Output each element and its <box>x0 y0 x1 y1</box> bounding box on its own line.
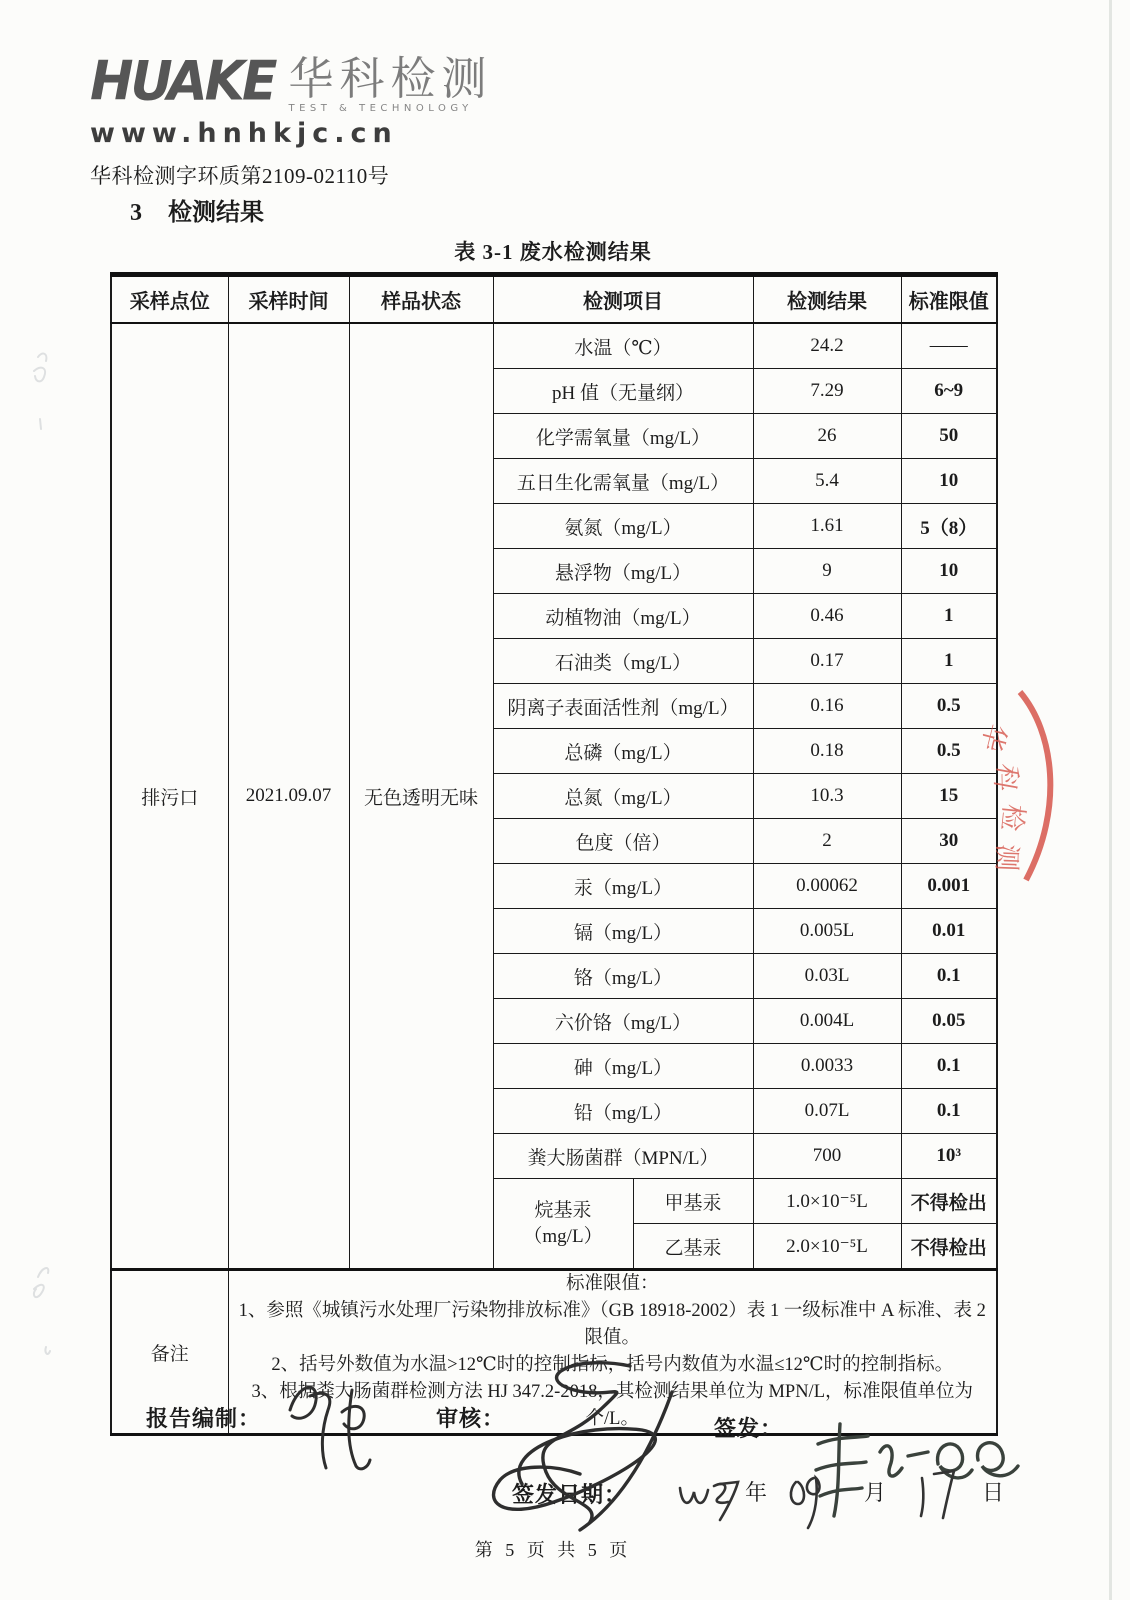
remark-label-cell: 备注 <box>111 1270 228 1435</box>
day-word: 日 <box>982 1480 1005 1505</box>
header-standard-limit: 标准限值 <box>901 275 997 324</box>
limit-cell: 不得检出 <box>901 1224 997 1270</box>
limit-cell: 1 <box>901 639 997 684</box>
reviewed-by-signature <box>462 1352 692 1542</box>
result-cell: 0.18 <box>753 729 901 774</box>
result-cell: 0.004L <box>753 999 901 1044</box>
limit-cell: 0.001 <box>901 864 997 909</box>
limit-cell: 0.05 <box>901 999 997 1044</box>
limit-cell: 10³ <box>901 1134 997 1179</box>
limit-cell: 50 <box>901 414 997 459</box>
remark-line: 3、根据粪大肠菌群检测方法 HJ 347.2-2018，其检测结果单位为 MPN/L，标准限值单位为个/L。 <box>251 1382 973 1429</box>
item-cell: 六价铬（mg/L） <box>493 999 753 1044</box>
section-number: 3 <box>130 200 142 226</box>
item-cell: 水温（℃） <box>493 323 753 369</box>
limit-cell: 不得检出 <box>901 1179 997 1224</box>
prepared-by-signature <box>272 1368 392 1488</box>
month-word: 月 <box>864 1480 887 1505</box>
limit-cell: 30 <box>901 819 997 864</box>
table-title: 表 3-1 废水检测结果 <box>454 240 652 264</box>
result-cell: 26 <box>753 414 901 459</box>
sub-item-cell: 乙基汞 <box>633 1224 753 1270</box>
result-cell: 0.03L <box>753 954 901 999</box>
remark-line: 1、参照《城镇污水处理厂污染物排放标准》（GB 18918-2002）表 1 一级标准中 A 标准、表 2 限值。 <box>238 1301 986 1348</box>
result-cell: 1.61 <box>753 504 901 549</box>
result-cell: 0.00062 <box>753 864 901 909</box>
result-cell: 7.29 <box>753 369 901 414</box>
item-cell: 总磷（mg/L） <box>493 729 753 774</box>
item-cell: 镉（mg/L） <box>493 909 753 954</box>
limit-cell: 0.1 <box>901 954 997 999</box>
item-cell: 悬浮物（mg/L） <box>493 549 753 594</box>
handwritten-month <box>782 1462 832 1534</box>
issued-by-label: 签发： <box>714 1416 784 1441</box>
official-seal-stamp <box>976 688 1130 884</box>
stamp-arc <box>1020 692 1050 880</box>
sampling-point-cell: 排污口 <box>111 323 228 1270</box>
item-cell: 氨氮（mg/L） <box>493 504 753 549</box>
group-item-cell <box>493 1179 633 1270</box>
remark-line: 2、括号外数值为水温>12℃时的控制指标，括号内数值为水温≤12℃时的控制指标。 <box>271 1355 954 1375</box>
item-cell: 铅（mg/L） <box>493 1089 753 1134</box>
wastewater-result-table <box>110 272 998 1436</box>
limit-cell: 15 <box>901 774 997 819</box>
limit-cell: 0.1 <box>901 1089 997 1134</box>
logo-wordmark: HUAKE <box>90 50 275 114</box>
result-cell: 0.16 <box>753 684 901 729</box>
limit-cell: 0.1 <box>901 1044 997 1089</box>
header-test-result: 检测结果 <box>753 275 901 324</box>
sample-state-cell: 无色透明无味 <box>349 323 493 1270</box>
result-cell: 0.07L <box>753 1089 901 1134</box>
result-cell: 10.3 <box>753 774 901 819</box>
item-cell: 动植物油（mg/L） <box>493 594 753 639</box>
header-test-item: 检测项目 <box>493 275 753 324</box>
limit-cell: 6~9 <box>901 369 997 414</box>
item-cell: 砷（mg/L） <box>493 1044 753 1089</box>
handwritten-year <box>672 1466 742 1526</box>
item-cell: 石油类（mg/L） <box>493 639 753 684</box>
section-heading <box>130 192 264 227</box>
item-cell: 总氮（mg/L） <box>493 774 753 819</box>
prepared-by-label: 报告编制： <box>146 1406 262 1431</box>
result-cell: 0.17 <box>753 639 901 684</box>
result-cell: 700 <box>753 1134 901 1179</box>
result-cell: 1.0×10⁻⁵L <box>753 1179 901 1224</box>
result-cell: 9 <box>753 549 901 594</box>
item-cell: 阴离子表面活性剂（mg/L） <box>493 684 753 729</box>
group-item-line1: 烷基汞 <box>534 1199 592 1221</box>
header-sample-state: 样品状态 <box>349 275 493 324</box>
item-cell: 汞（mg/L） <box>493 864 753 909</box>
limit-cell: —— <box>901 323 997 369</box>
stamp-char: 测 <box>991 843 1023 872</box>
limit-cell: 0.01 <box>901 909 997 954</box>
table-header-row <box>111 275 997 324</box>
group-item-line2: （mg/L） <box>523 1225 603 1247</box>
item-cell: pH 值（无量纲） <box>493 369 753 414</box>
stamp-char: 检 <box>996 802 1029 833</box>
item-cell: 化学需氧量（mg/L） <box>493 414 753 459</box>
reviewed-by-label: 审核： <box>436 1406 506 1431</box>
report-number: 华科检测字环质第2109-02110号 <box>90 164 390 188</box>
page-footer: 第 5 页 共 5 页 <box>474 1540 632 1560</box>
company-logo <box>90 50 493 149</box>
result-cell: 0.46 <box>753 594 901 639</box>
table-row <box>111 323 997 369</box>
limit-cell: 10 <box>901 549 997 594</box>
stamp-char: 科 <box>988 761 1024 794</box>
item-cell: 色度（倍） <box>493 819 753 864</box>
logo-tagline: TEST & TECHNOLOGY <box>288 103 473 114</box>
result-cell: 0.0033 <box>753 1044 901 1089</box>
logo-chinese-name: 华科检测 <box>288 53 493 104</box>
limit-cell: 5（8） <box>901 504 997 549</box>
limit-cell: 1 <box>901 594 997 639</box>
limit-cell: 10 <box>901 459 997 504</box>
result-cell: 5.4 <box>753 459 901 504</box>
company-website: www.hnhkjc.cn <box>90 118 398 149</box>
result-cell: 2 <box>753 819 901 864</box>
result-cell: 0.005L <box>753 909 901 954</box>
sampling-time-cell: 2021.09.07 <box>228 323 349 1270</box>
item-cell: 铬（mg/L） <box>493 954 753 999</box>
margin-smudge-bottom <box>22 1255 62 1365</box>
margin-smudge-top <box>26 345 66 435</box>
stamp-char: 华 <box>976 720 1012 755</box>
issue-date-label: 签发日期： <box>512 1482 628 1507</box>
result-cell: 24.2 <box>753 323 901 369</box>
result-cell: 2.0×10⁻⁵L <box>753 1224 901 1270</box>
limit-cell: 0.5 <box>901 684 997 729</box>
header-sampling-time: 采样时间 <box>228 275 349 324</box>
handwritten-day <box>908 1456 963 1521</box>
section-title: 检测结果 <box>168 200 264 226</box>
limit-cell: 0.5 <box>901 729 997 774</box>
item-cell: 五日生化需氧量（mg/L） <box>493 459 753 504</box>
remark-line: 标准限值： <box>565 1274 659 1294</box>
year-word: 年 <box>745 1480 768 1505</box>
header-sampling-point: 采样点位 <box>111 275 228 324</box>
item-cell: 粪大肠菌群（MPN/L） <box>493 1134 753 1179</box>
sub-item-cell: 甲基汞 <box>633 1179 753 1224</box>
